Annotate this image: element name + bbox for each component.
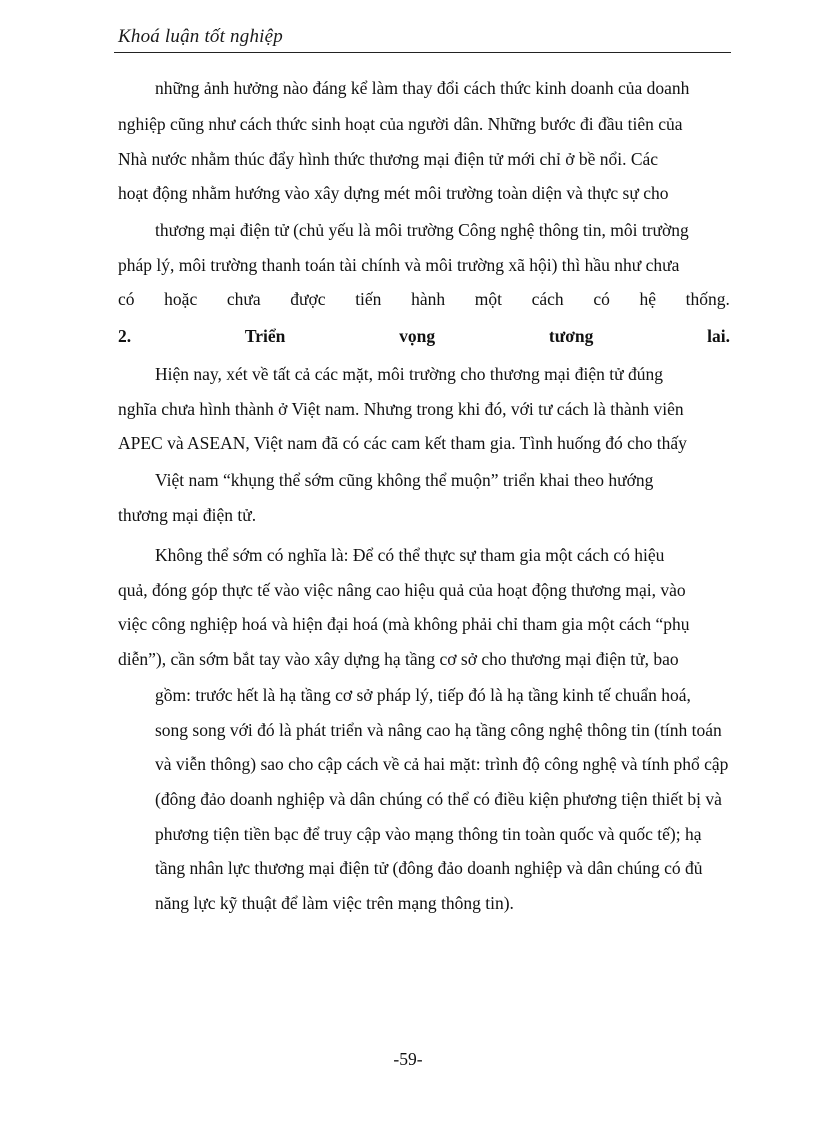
text-word: thống. xyxy=(685,289,730,309)
text-word: hoặc xyxy=(164,289,198,309)
text-line: nghiệp cũng như cách thức sinh hoạt của người dân. Những bước đi đầu tiên của xyxy=(118,114,683,134)
text-line: Việt nam “khụng thể sớm cũng không thể muộn” triển khai theo hướng xyxy=(155,470,654,490)
text-word: có xyxy=(118,289,135,309)
text-word: cách xyxy=(531,289,564,309)
running-header: Khoá luận tốt nghiệp xyxy=(118,26,283,47)
text-line: (đông đảo doanh nghiệp và dân chúng có thể có điều kiện phương tiện thiết bị và xyxy=(155,789,722,809)
text-line: năng lực kỹ thuật để làm việc trên mạng thông tin). xyxy=(155,893,514,913)
text-line: thương mại điện tử. xyxy=(118,505,257,525)
text-line: pháp lý, môi trường thanh toán tài chính và môi trường xã hội) thì hầu như chưa xyxy=(118,255,680,275)
section-title-word: vọng xyxy=(399,326,436,346)
text-word: tiến xyxy=(355,289,382,309)
text-line: thương mại điện tử (chủ yếu là môi trường Công nghệ thông tin, môi trường xyxy=(155,220,689,240)
section-title-word: lai. xyxy=(707,326,730,346)
text-line: những ảnh hưởng nào đáng kể làm thay đổi cách thức kinh doanh của doanh xyxy=(155,78,690,98)
text-line: hoạt động nhằm hướng vào xây dựng mét môi trường toàn diện và thực sự cho xyxy=(118,183,669,203)
text-line: gồm: trước hết là hạ tầng cơ sở pháp lý, tiếp đó là hạ tầng kinh tế chuẩn hoá, xyxy=(155,685,691,705)
text-word: một xyxy=(474,289,502,309)
text-line: nghĩa chưa hình thành ở Việt nam. Nhưng trong khi đó, với tư cách là thành viên xyxy=(118,399,684,419)
text-word: hành xyxy=(411,289,446,309)
text-line: Không thể sớm có nghĩa là: Để có thể thực sự tham gia một cách có hiệu xyxy=(155,545,665,565)
text-word: chưa xyxy=(226,289,261,309)
text-line: và viễn thông) sao cho cập cách về cả hai mặt: trình độ công nghệ và tính phổ cập xyxy=(155,754,729,774)
text-word: hệ xyxy=(639,289,657,309)
text-line: tầng nhân lực thương mại điện tử (đông đảo doanh nghiệp và dân chúng có đủ xyxy=(155,858,703,878)
text-word: được xyxy=(290,289,326,309)
section-number: 2. xyxy=(118,326,132,346)
header-rule xyxy=(114,52,731,53)
page-number: -59- xyxy=(393,1049,423,1069)
section-title-word: tương xyxy=(548,326,594,346)
section-title-word: Triển xyxy=(244,326,286,346)
text-word: có xyxy=(593,289,610,309)
text-line: Hiện nay, xét về tất cả các mặt, môi trường cho thương mại điện tử đúng xyxy=(155,364,663,384)
text-line: quả, đóng góp thực tế vào việc nâng cao hiệu quả của hoạt động thương mại, vào xyxy=(118,580,686,600)
text-line: việc công nghiệp hoá và hiện đại hoá (mà không phải chỉ tham gia một cách “phụ xyxy=(118,614,690,634)
text-line: phương tiện tiền bạc để truy cập vào mạng thông tin toàn quốc và quốc tế); hạ xyxy=(155,824,702,844)
text-line: APEC và ASEAN, Việt nam đã có các cam kết tham gia. Tình huống đó cho thấy xyxy=(118,433,687,453)
text-line: diễn”), cần sớm bắt tay vào xây dựng hạ tầng cơ sở cho thương mại điện tử, bao xyxy=(118,649,679,669)
text-line: song song với đó là phát triển và nâng cao hạ tầng công nghệ thông tin (tính toán xyxy=(155,720,722,740)
text-line: Nhà nước nhằm thúc đẩy hình thức thương mại điện tử mới chỉ ở bề nổi. Các xyxy=(118,149,659,169)
text-line-justified xyxy=(118,288,730,310)
section-heading xyxy=(118,325,730,347)
